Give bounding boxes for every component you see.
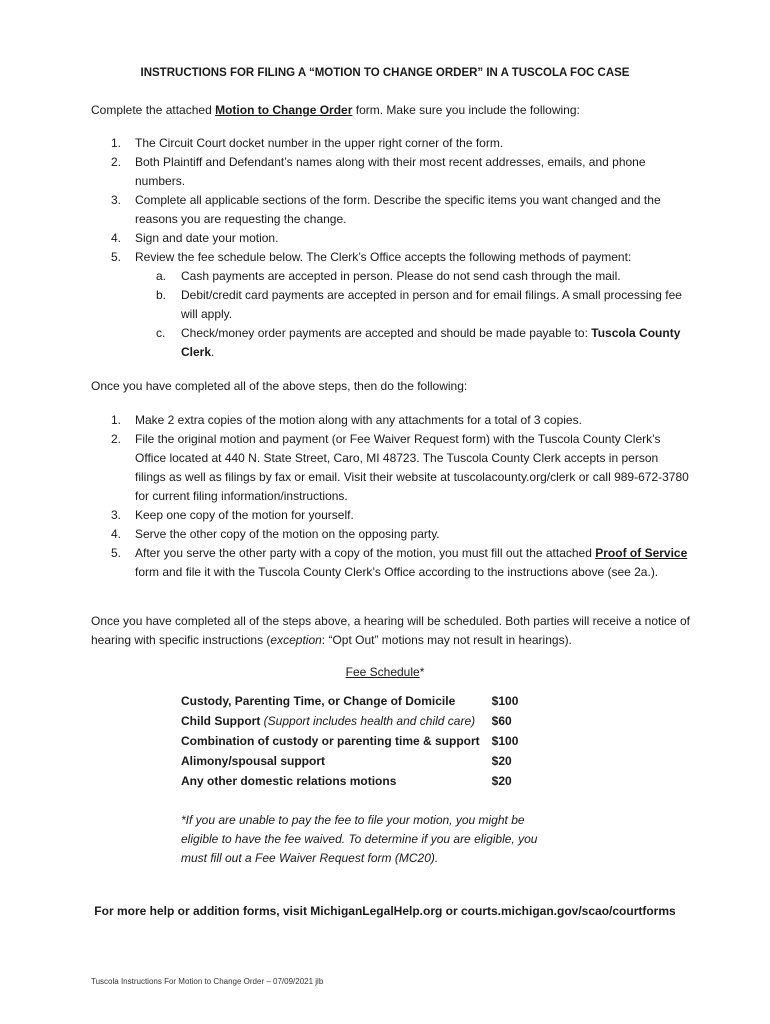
fee-schedule-heading: Fee Schedule*	[345, 665, 425, 679]
table-row: Custody, Parenting Time, or Change of Domicile $100	[181, 694, 519, 708]
payment-item: b. Debit/credit card payments are accepted in person and for email filings. A small processing fee will apply.	[156, 288, 682, 321]
table-row: Combination of custody or parenting time & support $100	[181, 734, 519, 748]
list-item: 3. Complete all applicable sections of the form. Describe the specific items you want changed and the reasons you are requesting the change.	[111, 193, 661, 226]
table-row: Any other domestic relations motions $20	[181, 774, 512, 788]
list-item: 4. Serve the other copy of the motion on the opposing party.	[111, 527, 440, 541]
page-title: INSTRUCTIONS FOR FILING A “MOTION TO CHANGE ORDER” IN A TUSCOLA FOC CASE	[140, 67, 630, 79]
list-item: 5. Review the fee schedule below. The Clerk’s Office accepts the following methods of payment: a. Cash payments are accepted in person. Please do not send cash through the mail. b. Debit/credit card payments are accepted in person and for email filings. A small processing fee will apply. c. Check/money order payments are accepted and should be made payable to: Tuscola County Clerk.	[91, 248, 691, 362]
list-item: 3. Keep one copy of the motion for yourself.	[111, 508, 354, 522]
table-row: Child Support (Support includes health and child care) $60	[181, 714, 512, 728]
list-item: 2. Both Plaintiff and Defendant’s names along with their most recent addresses, emails, and phone numbers.	[111, 155, 646, 188]
after-steps-paragraph: Once you have completed all of the above steps, then do the following:	[91, 379, 468, 393]
list-item: 4. Sign and date your motion.	[111, 231, 279, 245]
fee-schedule-table	[181, 692, 518, 792]
payment-methods-list	[135, 267, 691, 362]
filing-steps-list	[91, 411, 691, 582]
requirements-list	[91, 134, 691, 362]
proof-of-service-link[interactable]: Proof of Service	[595, 546, 688, 560]
list-item: 1. Make 2 extra copies of the motion along with any attachments for a total of 3 copies.	[111, 413, 582, 427]
table-row: Alimony/spousal support $20	[181, 754, 512, 768]
page-footer: Tuscola Instructions For Motion to Change Order – 07/09/2021 jlb	[91, 977, 324, 986]
list-item: 2. File the original motion and payment (or Fee Waiver Request form) with the Tuscola County Clerk’s Office located at 440 N. State Street, Caro, MI 48723. The Tuscola County Clerk accepts in person filings as well as filings by fax or email. Visit their website at tuscolacounty.org/clerk or call 989-672-3780 for current filing information/instructions.	[111, 432, 689, 503]
motion-to-change-order-link[interactable]: Motion to Change Order	[215, 103, 353, 117]
fee-waiver-note: *If you are unable to pay the fee to file your motion, you might be eligible to have the fee waived. To determine if you are eligible, you must fill out a Fee Waiver Request form (MC20).	[181, 813, 538, 865]
payment-item: c. Check/money order payments are accepted and should be made payable to: Tuscola County Clerk.	[156, 326, 681, 359]
help-links: For more help or addition forms, visit MichiganLegalHelp.org or courts.michigan.gov/scao/courtforms	[94, 904, 676, 918]
intro-text-post: form. Make sure you include the following:	[352, 103, 580, 117]
exception-text: exception	[270, 633, 322, 647]
payment-item: a. Cash payments are accepted in person. Please do not send cash through the mail.	[156, 269, 621, 283]
list-item: 5. After you serve the other party with a copy of the motion, you must fill out the attached Proof of Service form and file it with the Tuscola County Clerk’s Office according to the instructions above (see 2a.).	[111, 546, 688, 579]
intro-text-pre: Complete the attached	[91, 103, 216, 117]
list-item: 1. The Circuit Court docket number in the upper right corner of the form.	[111, 136, 504, 150]
payee-name: Tuscola County Clerk	[181, 326, 681, 359]
intro-paragraph	[91, 101, 691, 120]
hearing-paragraph: Once you have completed all of the steps above, a hearing will be scheduled. Both parties will receive a notice of hearing with specific instructions (exception: “Opt Out” motions may not result in hearings).	[91, 614, 691, 647]
